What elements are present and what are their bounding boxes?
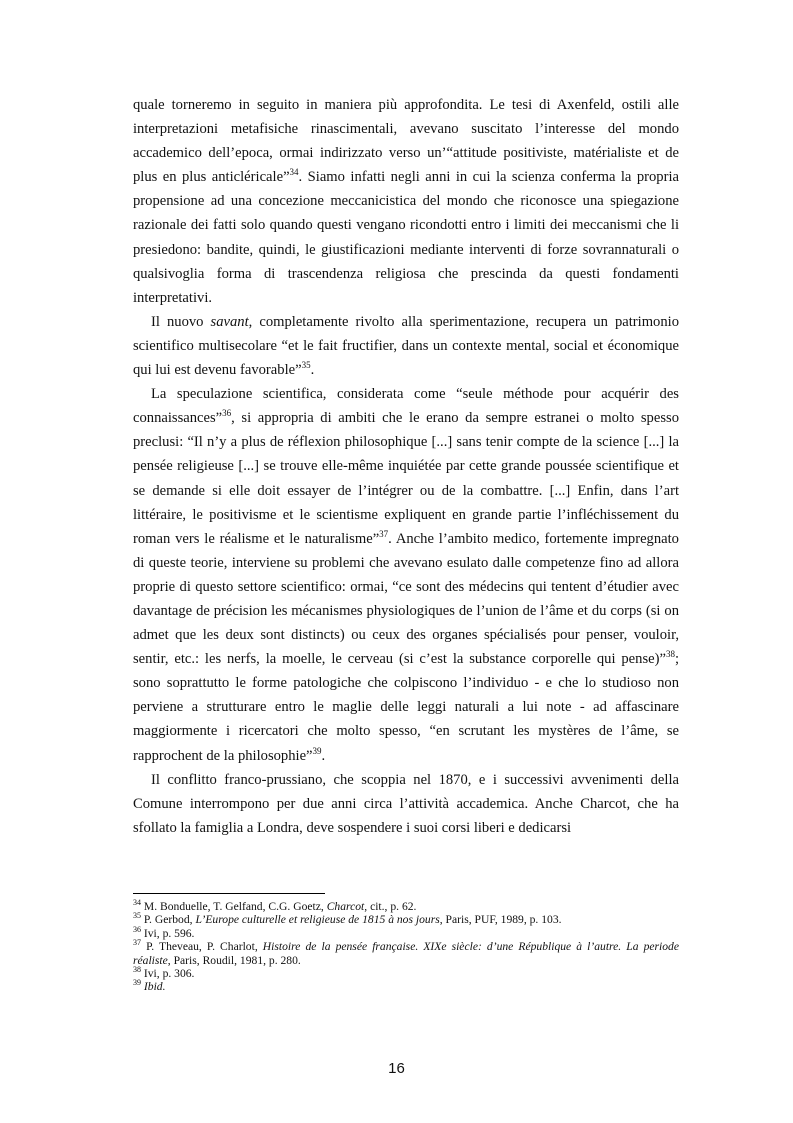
paragraph <box>133 93 679 310</box>
footnote-ref: 39 <box>312 745 322 756</box>
text-run: , si appropria di ambiti che le erano da sempre estranei o molto spesso preclusi: “Il n’y a plus de réflexion philosophique [...] sans tenir compte de la science [...] la pensée religieuse [...] se trouve elle-même inquiétée par cette grande poussée scientifique et se demande si elle doit essayer de l’intégrer ou de la combattre. [...] Enfin, dans l’art littéraire, le positivisme et le scientisme expliquent en grande partie l’infléchissement du roman vers le réalisme et le naturalisme” <box>133 410 679 547</box>
footnote <box>133 900 679 913</box>
text-run: . <box>310 362 315 379</box>
footnote <box>133 980 679 993</box>
text-run: P. Gerbod, <box>141 913 196 927</box>
page-number: 16 <box>388 1060 405 1077</box>
footnote-ref: 35 <box>301 360 311 371</box>
footnotes <box>133 900 679 994</box>
text-run: M. Bonduelle, T. Gelfand, C.G. Goetz, <box>141 900 327 913</box>
text-run: , completamente rivolto alla sperimentazione, recupera un patrimonio scientifico multisecolare “et le fait fructifier, dans un contexte mental, social et économique qui lui est devenu favorable” <box>133 313 679 379</box>
text-run: Ivi, p. 306. <box>141 967 195 981</box>
text-run: quale torneremo in seguito in maniera più approfondita. Le tesi di Axenfeld, ostili alle interpretazioni metafisiche rinascimentali, avevano suscitato l’interesse del mondo accademico dell’epoca, ormai indirizzato verso un’“attitude positiviste, matérialiste et de plus en plus anticléricale” <box>133 97 679 186</box>
text-run: . Anche l’ambito medico, fortemente impregnato di queste teorie, interviene su problemi che avevano esulato dalle competenze fino ad allora proprie di questo settore scientifico: ormai, “ce sont des médecins qui tentent d’étudier avec davantage de précision les mécanismes physiologiques de l’union de l’âme et du corps (si on admet que les deux sont distincts) ou ceux des organes spécialisés pour penser, vouloir, sentir, etc.: les nerfs, la moelle, le cerveau (si c’est la substance corporelle qui pense)” <box>133 530 679 668</box>
footnote-number: 34 <box>133 898 141 908</box>
italic-text: savant <box>210 313 249 330</box>
text-run: . <box>321 747 326 764</box>
italic-text: L’Europe culturelle et religieuse de 1815 à nos jours <box>195 913 440 927</box>
text-run: , Paris, PUF, 1989, p. 103. <box>439 913 562 927</box>
text-run: ; sono soprattutto le forme patologiche che colpiscono l’individuo - e che lo studioso non perviene a strutturare entro le maglie delle leggi naturali a lui note - ad affascinare maggiormente i ricercatori che molto spesso, “en scrutant les mystères de l’âme, se rapprochent de la philosophie” <box>133 651 679 764</box>
footnote <box>133 940 679 967</box>
footnote-number: 36 <box>133 924 141 934</box>
footnote-ref: 38 <box>665 649 675 660</box>
footnote-number: 39 <box>133 978 141 988</box>
footnote-ref: 37 <box>379 528 389 539</box>
italic-text: Ibid. <box>143 980 166 994</box>
footnote-separator <box>133 893 325 894</box>
footnote <box>133 913 679 926</box>
text-run: Il conflitto franco-prussiano, che scoppia nel 1870, e i successivi avvenimenti della Comune interrompono per due anni circa l’attività accademica. Anche Charcot, che ha sfollato la famiglia a Londra, deve sospendere i suoi corsi liberi e dedicarsi <box>133 771 679 836</box>
paragraph <box>133 382 679 768</box>
text-run: Il nuovo <box>151 313 211 330</box>
footnote-number: 35 <box>133 911 141 921</box>
italic-text: Histoire de la pensée française. XIXe siècle: d’une République à l’autre. La periode réaliste <box>133 940 679 967</box>
text-run: , cit., p. 62. <box>364 900 417 913</box>
paragraph <box>133 310 679 382</box>
text-run: . Siamo infatti negli anni in cui la scienza conferma la propria propensione ad una concezione meccanicistica del mondo che riconosce una spiegazione razionale dei fatti solo quando questi vengano ricondotti entro i limiti dei meccanismi che li presiedono: bandite, quindi, le giustificazioni mediante interventi di forze sovrannaturali o qualsivoglia forma di trascendenza religiosa che prescinda da questi fondamenti interpretativi. <box>133 169 679 306</box>
footnote-ref: 36 <box>222 408 232 419</box>
paragraph <box>133 768 679 840</box>
footnote-ref: 34 <box>289 167 299 178</box>
footnote-number: 37 <box>133 938 141 948</box>
body-text <box>133 93 679 840</box>
footnote-number: 38 <box>133 965 141 975</box>
text-run: La speculazione scientifica, considerata come “seule méthode pour acquérir des connaissances” <box>133 386 679 427</box>
italic-text: Charcot <box>326 900 365 913</box>
footnote <box>133 924 679 940</box>
footnote <box>133 967 679 980</box>
text-run: , Paris, Roudil, 1981, p. 280. <box>167 953 301 967</box>
text-run: P. Theveau, P. Charlot, <box>141 940 263 954</box>
text-run: Ivi, p. 596. <box>141 926 195 940</box>
